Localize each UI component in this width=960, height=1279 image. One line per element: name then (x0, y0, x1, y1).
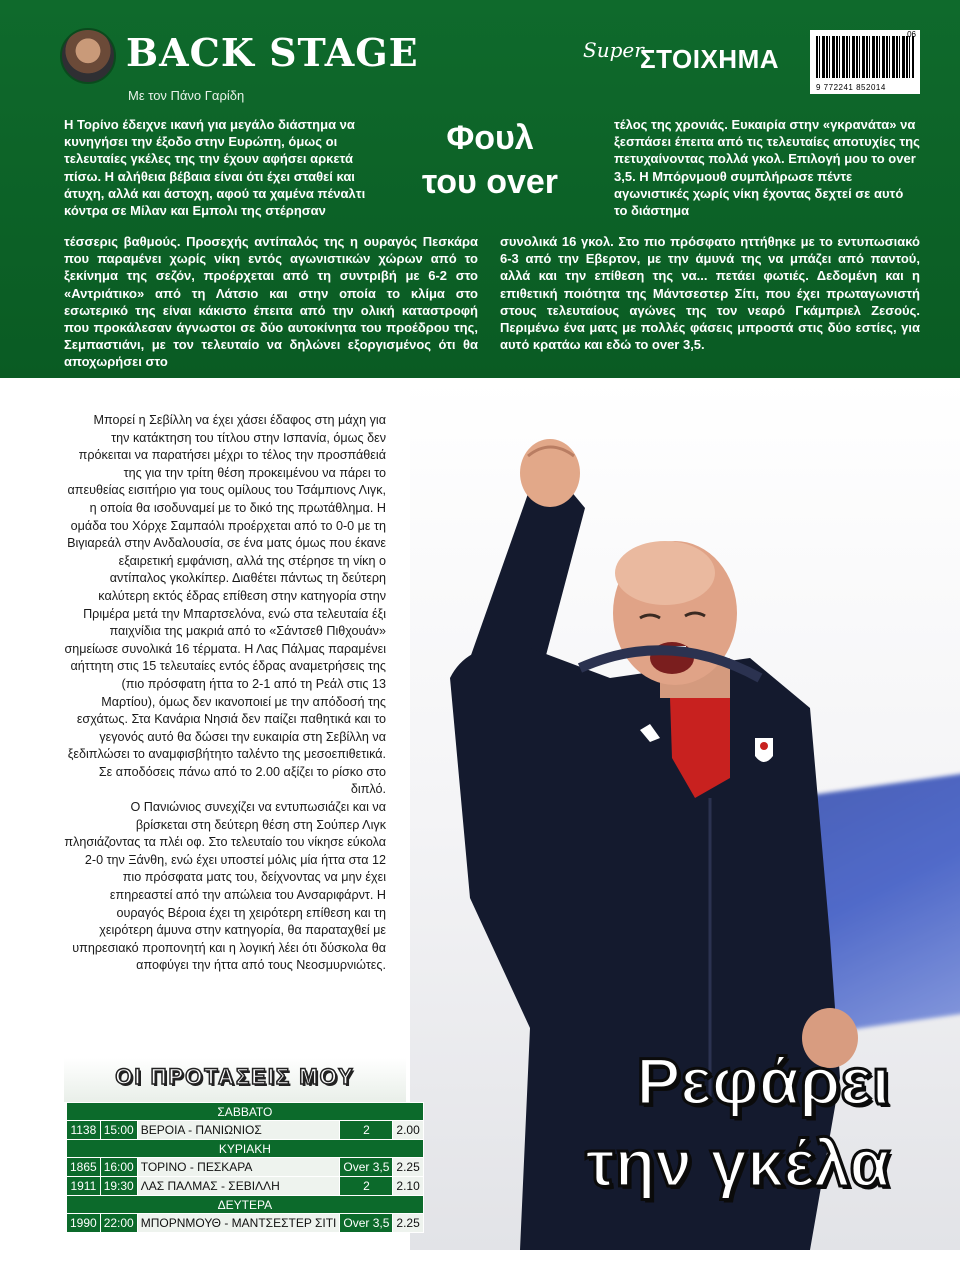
barcode-number: 9 772241 852014 (816, 83, 886, 92)
tips-table (66, 1102, 424, 1233)
tip-time: 15:00 (100, 1121, 137, 1140)
tip-match: ΜΠΟΡΝΜΟΥΘ - ΜΑΝΤΣΕΣΤΕΡ ΣΙΤΙ (137, 1214, 340, 1233)
green-title-line2: του over (421, 163, 559, 201)
tips-day-label: ΣΑΒΒΑΤΟ (67, 1103, 424, 1121)
tip-match: ΤΟΡΙΝΟ - ΠΕΣΚΑΡΑ (137, 1158, 340, 1177)
tip-match: ΒΕΡΟΙΑ - ΠΑΝΙΩΝΙΟΣ (137, 1121, 340, 1140)
tip-odds: 2.25 (393, 1158, 423, 1177)
barcode-issue: 06 (907, 30, 916, 39)
green-paragraph: συνολικά 16 γκολ. Στο πιο πρόσφατο ηττήθηκε με το εντυπωσιακό 6-3 από την Εβερτον, με την άμυνά της να μπάζει από παντού, αλλά και την επίθεση της να... πετάει φωτιές. Δεδομένη και η επιθετική ποιότητα της Μάντσεστερ Σίτι, που έχει πρωταγωνιστή στους τελευταίους αγώνες της τον νεαρό Γκάμπριελ Ζεσούς. Περιμένω ένα ματς με πολλές φάσεις μπροστά στις δύο εστίες, για αυτό κρατάω και εδώ το over 3,5. (500, 234, 920, 353)
tips-day-row (67, 1140, 424, 1158)
tip-pick: 2 (340, 1177, 393, 1196)
author-byline: Με τον Πάνο Γαρίδη (128, 88, 245, 103)
green-title-line1: Φουλ (446, 119, 534, 157)
tip-odds: 2.10 (393, 1177, 423, 1196)
tip-pick: Over 3,5 (340, 1214, 393, 1233)
tips-day-row (67, 1196, 424, 1214)
article-paragraph-sevilla: Μπορεί η Σεβίλλη να έχει χάσει έδαφος στη μάχη για την κατάκτηση του τίτλου στην Ισπανία, όμως δεν πρόκειται να παρατήσει μέχρι το τέλος την προσπάθειά της για την τρίτη θέση προκειμένου να πάρει το απευθείας εισιτήριο για τους ομίλους του Τσάμπιονς Λιγκ, η οποία θα ισοδυναμεί με το δικό της πρωτάθλημα. Η ομάδα του Χόρχε Σαμπαόλι προέρχεται από το 0-0 με τη Βιγιαρεάλ στην Ανδαλουσία, σε ένα ματς όμως που έκανε εξαιρετική εμφάνιση, αλλά της στέρησε τη νίκη ο αντίπαλος γκολκίπερ. Διαθέτει πάντως τη δεύτερη καλύτερη εκτός έδρας επίθεση στην κατηγορία στην Πριμέρα μετά την Μπαρτσελόνα, ενώ στα τελευταία έξι παιχνίδια της μακριά από το «Σάντσεθ Πιθχουάν» σημείωσε συνολικά 16 τέρματα. Η Λας Πάλμας παραμένει αήττητη στις 15 τελευταίες εντός έδρας αναμετρήσεις της (πιο πρόσφατη ήττα το 2-1 από τη Ρεάλ στις 13 Μαρτίου), όμως δεν ικανοποιεί με την απόδοσή της εσχάτως. Στα Κανάρια Νησιά δεν παίζει παθητικά και το γεγονός αυτό θα δώσει την ευκαιρία στη Σεβίλλη να ξεδιπλώσει το αναμφισβήτητο ταλέντο της μεσοεπιθετικά. Σε αποδόσεις πάνω από το 2.00 αξίζει το ρίσκο στο διπλό. (64, 413, 386, 797)
tips-row (67, 1158, 424, 1177)
tip-code: 1911 (67, 1177, 101, 1196)
barcode (810, 30, 920, 94)
green-header-section (0, 0, 960, 378)
tips-row (67, 1214, 424, 1233)
green-paragraph: τέσσερις βαθμούς. Προσεχής αντίπαλός της η ουραγός Πεσκάρα που παραμένει χωρίς νίκη εντός αγωνιστικών χώρων από το ξεκίνημα της σεζόν, προέρχεται από τη συντριβή με 6-2 στο «Αντριάτικο» από τη Λάτσιο και στην οποία το κλίμα στο εσωτερικό της είναι κάκιστο έπειτα από την ολική καταστροφή που προκάλεσαν άγνωστοι σε δύο αυτοκίνητα του προέδρου της, Σεμπαστιάνι, με τον τελευταίο να δηλώνει εξοργισμένος ότι θα αποχωρήσει στο (64, 234, 478, 370)
tip-code: 1138 (67, 1121, 101, 1140)
tip-time: 19:30 (100, 1177, 137, 1196)
tip-match: ΛΑΣ ΠΑΛΜΑΣ - ΣΕΒΙΛΛΗ (137, 1177, 340, 1196)
green-paragraph: τέλος της χρονιάς. Ευκαιρία στην «γκρανάτα» να ξεσπάσει έπειτα από τις τελευταίες αποτυχίες της πετυχαίνοντας πολλά γκολ. Επιλογή μου το over 3,5. Η Μπόρνμουθ συμπλήρωσε πέντε αγωνιστικές χωρίς νίκη έχοντας δεχτεί σε αυτό το διάστημα (614, 117, 920, 219)
tips-row (67, 1121, 424, 1140)
tips-title: ΟΙ ΠΡΟΤΑΣΕΙΣ ΜΟΥ (115, 1064, 355, 1089)
logo-stoixima-text: ΣΤΟΙΧΗΜΑ (640, 44, 780, 74)
green-paragraph: Η Τορίνο έδειχνε ικανή για μεγάλο διάστημα να κυνηγήσει την έξοδο στην Ευρώπη, όμως οι τελευταίες γκέλες της την έχουν αφήσει αρκετά πίσω. Η αλήθεια βέβαια είναι ότι έχει σταθεί και άτυχη, αλλά και άστοχη, αφού τα χαμένα πέναλτι κόντρα σε Μίλαν και Εμπολι της στέρησαν (64, 117, 366, 219)
tips-day-row (67, 1103, 424, 1121)
article-body (64, 412, 386, 975)
headline-line2: την γκέλα (585, 1126, 890, 1200)
tip-code: 1865 (67, 1158, 101, 1177)
tip-odds: 2.00 (393, 1121, 423, 1140)
tip-code: 1990 (67, 1214, 101, 1233)
author-avatar (60, 28, 116, 84)
tip-time: 22:00 (100, 1214, 137, 1233)
tip-time: 16:00 (100, 1158, 137, 1177)
green-text-left-top (64, 116, 374, 219)
tips-row (67, 1177, 424, 1196)
tip-pick: 2 (340, 1121, 393, 1140)
barcode-bars (816, 36, 914, 78)
tips-day-label: ΔΕΥΤΕΡΑ (67, 1196, 424, 1214)
tip-odds: 2.25 (393, 1214, 423, 1233)
green-text-right-bottom (500, 233, 920, 353)
tips-title-banner (64, 1058, 406, 1102)
logo-super-text: Super (583, 38, 644, 62)
main-headline (430, 1040, 890, 1204)
column-title: BACK STAGE (126, 30, 419, 75)
green-text-right-top (614, 116, 920, 219)
green-text-left-bottom (64, 233, 478, 371)
tip-pick: Over 3,5 (340, 1158, 393, 1177)
green-section-title (410, 116, 570, 204)
article-paragraph-panionios: Ο Πανιώνιος συνεχίζει να εντυπωσιάζει και να βρίσκεται στη δεύτερη θέση στη Σούπερ Λιγκ πλησιάζοντας τα πλέι οφ. Στο τελευταίο του νίκησε εύκολα 2-0 την Ξάνθη, ενώ έχει υποστεί μόλις μία ήττα στα 12 πιο πρόσφατα ματς του, δείχνοντας να μην έχει επηρεαστεί από την απώλεια του Ανσαριφάρντ. Η ουραγός Βέροια έχει τη χειρότερη επίθεση και τη χειρότερη άμυνα στην κατηγορία, θα παραταχθεί με υπηρεσιακό προπονητή και η λογική λέει ότι δύσκολα θα αποφύγει την ήττα από τους Νεοσμυρνιώτες. (64, 800, 386, 973)
headline-line1: Ρεφάρει (636, 1044, 890, 1118)
tips-day-label: ΚΥΡΙΑΚΗ (67, 1140, 424, 1158)
